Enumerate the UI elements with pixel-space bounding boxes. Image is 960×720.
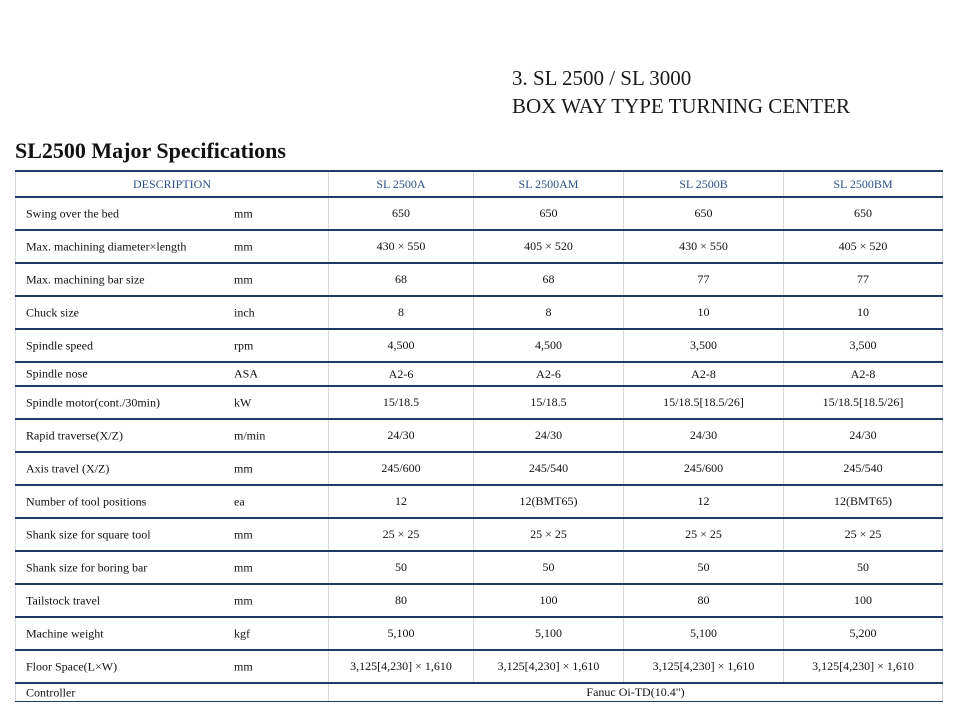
spec-value-cell: 15/18.5[18.5/26]	[784, 386, 943, 419]
spec-unit: mm	[234, 560, 253, 574]
spec-unit: mm	[234, 593, 253, 607]
spec-description-cell	[16, 485, 329, 518]
spec-value-cell: 50	[784, 551, 943, 584]
spec-value-cell: 80	[624, 584, 784, 617]
spec-label: Swing over the bed	[26, 206, 119, 220]
spec-value-cell: 10	[624, 296, 784, 329]
spec-unit: inch	[234, 305, 255, 319]
table-row	[16, 452, 943, 485]
column-header-sl2500am: SL 2500AM	[474, 171, 624, 197]
spec-value-cell: 100	[784, 584, 943, 617]
table-row	[16, 230, 943, 263]
header-line-1: 3. SL 2500 / SL 3000	[512, 66, 692, 90]
spec-value-cell: 430 × 550	[329, 230, 474, 263]
table-header-row	[16, 171, 943, 197]
spec-value-cell: 5,100	[624, 617, 784, 650]
spec-value-cell: 4,500	[474, 329, 624, 362]
spec-description-cell	[16, 452, 329, 485]
spec-value-cell: 3,125[4,230] × 1,610	[784, 650, 943, 683]
spec-unit: ea	[234, 494, 245, 508]
spec-value-cell: 5,200	[784, 617, 943, 650]
spec-value-cell: 80	[329, 584, 474, 617]
spec-value-cell: 15/18.5	[474, 386, 624, 419]
spec-label: Max. machining bar size	[26, 272, 145, 286]
spec-value-cell: 68	[474, 263, 624, 296]
spec-unit: rpm	[234, 338, 254, 352]
table-row	[16, 617, 943, 650]
spec-value-cell: 25 × 25	[474, 518, 624, 551]
spec-value-cell: 650	[329, 197, 474, 230]
spec-value-cell: 405 × 520	[474, 230, 624, 263]
spec-unit: kgf	[234, 626, 250, 640]
document-header	[512, 64, 850, 120]
spec-value-cell: 68	[329, 263, 474, 296]
spec-value-cell: 24/30	[784, 419, 943, 452]
spec-description-cell	[16, 551, 329, 584]
spec-label: Spindle speed	[26, 338, 93, 352]
spec-value-cell: 4,500	[329, 329, 474, 362]
column-header-sl2500b: SL 2500B	[624, 171, 784, 197]
spec-value-cell: A2-8	[784, 362, 943, 386]
spec-label: Shank size for boring bar	[26, 560, 148, 574]
spec-value-cell: 15/18.5	[329, 386, 474, 419]
spec-unit: kW	[234, 395, 252, 409]
spec-value-cell: 50	[624, 551, 784, 584]
spec-table	[15, 170, 943, 702]
spec-table-body	[16, 197, 943, 702]
spec-value-cell: 3,500	[624, 329, 784, 362]
spec-value-cell: A2-6	[474, 362, 624, 386]
spec-label: Rapid traverse(X/Z)	[26, 428, 123, 442]
spec-value-cell: 245/540	[784, 452, 943, 485]
spec-unit: m/min	[234, 428, 266, 442]
spec-description-cell	[16, 263, 329, 296]
spec-value-cell: A2-6	[329, 362, 474, 386]
spec-unit: mm	[234, 659, 253, 673]
spec-value-cell: 25 × 25	[624, 518, 784, 551]
spec-value-cell: 430 × 550	[624, 230, 784, 263]
spec-description-cell	[16, 617, 329, 650]
spec-value-cell: 245/540	[474, 452, 624, 485]
spec-value-cell: A2-8	[624, 362, 784, 386]
spec-label: Number of tool positions	[26, 494, 147, 508]
table-row	[16, 584, 943, 617]
spec-value-cell: 77	[784, 263, 943, 296]
table-row	[16, 329, 943, 362]
spec-unit: mm	[234, 206, 253, 220]
column-header-sl2500a: SL 2500A	[329, 171, 474, 197]
table-row	[16, 485, 943, 518]
table-row	[16, 419, 943, 452]
spec-description-cell	[16, 296, 329, 329]
spec-value-cell: 650	[784, 197, 943, 230]
spec-value-cell: 5,100	[474, 617, 624, 650]
spec-value-cell: 24/30	[474, 419, 624, 452]
spec-label: Controller	[26, 685, 76, 699]
table-row	[16, 263, 943, 296]
spec-description-cell	[16, 650, 329, 683]
spec-value-cell: 405 × 520	[784, 230, 943, 263]
table-row-controller	[16, 683, 943, 702]
spec-value-cell: 3,500	[784, 329, 943, 362]
spec-value-cell: 12	[624, 485, 784, 518]
spec-description-cell	[16, 518, 329, 551]
spec-description-cell	[16, 419, 329, 452]
spec-value-cell: 50	[329, 551, 474, 584]
spec-value-cell: 8	[329, 296, 474, 329]
spec-value-cell: 650	[474, 197, 624, 230]
controller-value-cell: Fanuc Oi-TD(10.4")	[329, 683, 943, 702]
spec-value-cell: 3,125[4,230] × 1,610	[474, 650, 624, 683]
spec-description-cell	[16, 386, 329, 419]
spec-unit: mm	[234, 527, 253, 541]
spec-description-cell	[16, 584, 329, 617]
spec-value-cell: 5,100	[329, 617, 474, 650]
header-line-2: BOX WAY TYPE TURNING CENTER	[512, 94, 850, 118]
spec-label: Spindle motor(cont./30min)	[26, 395, 160, 409]
spec-label: Max. machining diameter×length	[26, 239, 187, 253]
spec-value-cell: 24/30	[329, 419, 474, 452]
table-row	[16, 518, 943, 551]
spec-value-cell: 12	[329, 485, 474, 518]
spec-value-cell: 24/30	[624, 419, 784, 452]
spec-value-cell: 77	[624, 263, 784, 296]
spec-label: Spindle nose	[26, 366, 88, 381]
spec-description-cell	[16, 683, 329, 702]
spec-description-cell	[16, 230, 329, 263]
spec-value-cell: 10	[784, 296, 943, 329]
spec-description-cell	[16, 362, 329, 386]
spec-unit: mm	[234, 239, 253, 253]
section-title: SL2500 Major Specifications	[15, 138, 286, 163]
spec-label: Chuck size	[26, 305, 79, 319]
table-row	[16, 551, 943, 584]
column-header-sl2500bm: SL 2500BM	[784, 171, 943, 197]
spec-description-cell	[16, 197, 329, 230]
spec-unit: mm	[234, 461, 253, 475]
table-row	[16, 197, 943, 230]
spec-value-cell: 25 × 25	[784, 518, 943, 551]
table-row	[16, 650, 943, 683]
spec-value-cell: 12(BMT65)	[784, 485, 943, 518]
table-row	[16, 362, 943, 386]
spec-description-cell	[16, 329, 329, 362]
spec-value-cell: 25 × 25	[329, 518, 474, 551]
table-row	[16, 386, 943, 419]
spec-label: Tailstock travel	[26, 593, 101, 607]
spec-unit: ASA	[234, 366, 259, 381]
spec-value-cell: 245/600	[624, 452, 784, 485]
spec-label: Machine weight	[26, 626, 104, 640]
table-row	[16, 296, 943, 329]
spec-value-cell: 3,125[4,230] × 1,610	[624, 650, 784, 683]
spec-label: Shank size for square tool	[26, 527, 151, 541]
spec-value-cell: 50	[474, 551, 624, 584]
spec-value-cell: 3,125[4,230] × 1,610	[329, 650, 474, 683]
column-header-description: DESCRIPTION	[16, 171, 329, 197]
spec-value-cell: 12(BMT65)	[474, 485, 624, 518]
spec-value-cell: 8	[474, 296, 624, 329]
spec-value-cell: 15/18.5[18.5/26]	[624, 386, 784, 419]
spec-value-cell: 100	[474, 584, 624, 617]
spec-label: Floor Space(L×W)	[26, 659, 118, 673]
spec-label: Axis travel (X/Z)	[26, 461, 110, 475]
spec-value-cell: 245/600	[329, 452, 474, 485]
spec-unit: mm	[234, 272, 253, 286]
spec-value-cell: 650	[624, 197, 784, 230]
